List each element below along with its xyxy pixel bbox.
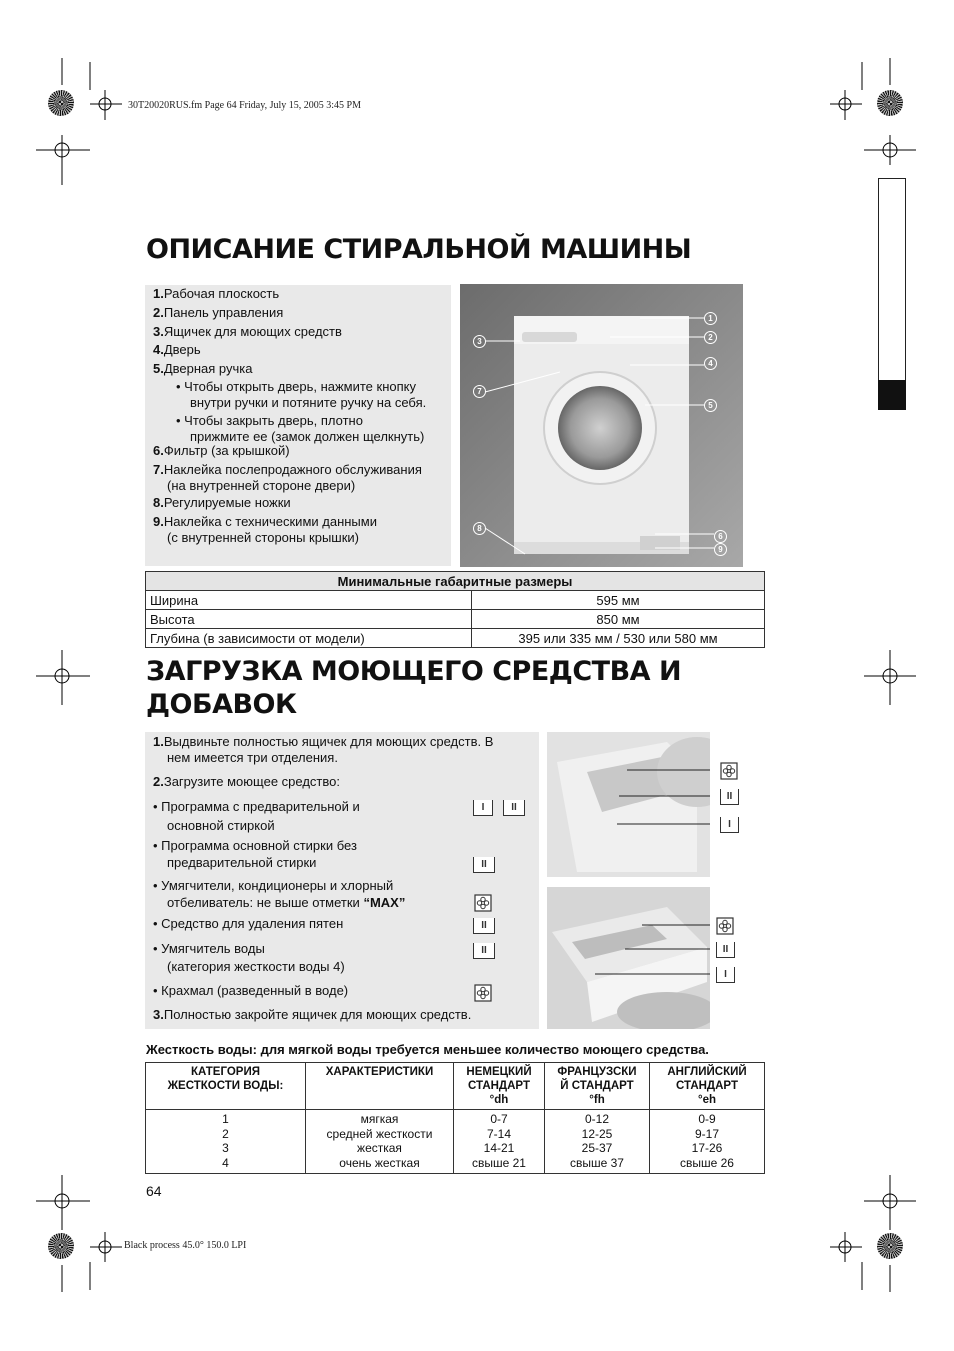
section-title-detergent: ЗАГРУЗКА МОЮЩЕГО СРЕДСТВА И ДОБАВОК [146, 656, 682, 720]
compartment-1-icon: I [716, 967, 735, 983]
drawer-photo-top [547, 732, 710, 877]
softener-compartment-icon [474, 894, 492, 912]
part-item: 6.Фильтр (за крышкой) [153, 443, 290, 458]
part-item: 2.Панель управления [153, 305, 284, 320]
bullet-stain-remover: • Средство для удаления пятен [153, 916, 344, 931]
part-item: 9.Наклейка с техническими данными (с внутренней стороны крышки) [153, 514, 377, 545]
characteristics-cell: мягкая средней жесткости жесткая очень жесткая [306, 1110, 454, 1174]
softener-compartment-icon [720, 762, 738, 780]
door-close-bullet: • Чтобы закрыть дверь, плотно прижмите ее (замок должен щелкнуть) [176, 413, 425, 444]
print-header: 30T20020RUS.fm Page 64 Friday, July 15, 2005 3:45 PM [128, 100, 361, 111]
dimensions-title: Минимальные габаритные размеры [146, 572, 765, 591]
dimensions-table [145, 571, 765, 648]
parts-list-panel [145, 285, 451, 566]
page-number: 64 [146, 1183, 162, 1199]
washing-machine-illustration [460, 284, 743, 567]
compartment-2-icon: II [503, 800, 525, 816]
compartment-1-icon: I [720, 817, 739, 833]
compartment-2-icon: II [720, 789, 739, 805]
bullet-starch: • Крахмал (разведенный в воде) [153, 983, 349, 998]
part-item: 3.Ящичек для моющих средств [153, 324, 342, 339]
washing-machine-photo [460, 284, 743, 567]
callout-2: 2 [704, 331, 717, 344]
softener-compartment-icon [716, 917, 734, 935]
german-cell: 0-7 7-14 14-21 свыше 21 [454, 1110, 545, 1174]
header-english: АНГЛИЙСКИЙ СТАНДАРТ °eh [650, 1063, 765, 1110]
english-cell: 0-9 9-17 17-26 свыше 26 [650, 1110, 765, 1174]
bullet-water-softener: • Умягчитель воды (категория жесткости воды 4) [153, 941, 345, 974]
drawer-illustration [547, 887, 710, 1029]
compartment-2-icon: II [473, 918, 495, 934]
starch-compartment-icon [474, 984, 492, 1002]
callout-3: 3 [473, 335, 486, 348]
header-category: КАТЕГОРИЯ ЖЕСТКОСТИ ВОДЫ: [146, 1063, 306, 1110]
callout-9: 9 [714, 543, 727, 556]
table-row: Глубина (в зависимости от модели) 395 или 335 мм / 530 или 580 мм [146, 629, 765, 648]
table-row: Ширина 595 мм [146, 591, 765, 610]
step-1: 1.Выдвиньте полностью ящичек для моющих средств. В нем имеется три отделения. [153, 734, 494, 765]
callout-5: 5 [704, 399, 717, 412]
water-hardness-note: Жесткость воды: для мягкой воды требуется меньшее количество моющего средства. [146, 1042, 709, 1057]
bullet-prewash: • Программа с предварительной и основной стиркой [153, 799, 360, 833]
water-hardness-table [145, 1062, 765, 1174]
callout-4: 4 [704, 357, 717, 370]
print-footer: Black process 45.0° 150.0 LPI [124, 1240, 247, 1251]
header-german: НЕМЕЦКИЙ СТАНДАРТ °dh [454, 1063, 545, 1110]
drawer-illustration [547, 732, 710, 877]
bullet-softener: • Умягчители, кондиционеры и хлорный отбеливатель: не выше отметки “MAX” [153, 878, 406, 910]
drawer-photo-bottom [547, 887, 710, 1029]
thumb-tab-frame [878, 178, 906, 410]
part-item: 7.Наклейка послепродажного обслуживания (на внутренней стороне двери) [153, 462, 422, 493]
category-cell: 1 2 3 4 [146, 1110, 306, 1174]
compartment-1-icon: I [473, 800, 493, 816]
callout-1: 1 [704, 312, 717, 325]
compartment-2-icon: II [716, 942, 735, 958]
table-header-row [146, 1063, 765, 1110]
compartment-2-icon: II [473, 943, 495, 959]
thumb-tab-marker [878, 380, 906, 410]
callout-6: 6 [714, 530, 727, 543]
door-open-bullet: • Чтобы открыть дверь, нажмите кнопку внутри ручки и потяните ручку на себя. [176, 379, 427, 410]
bullet-mainwash: • Программа основной стирки без предварительной стирки [153, 838, 357, 870]
callout-7: 7 [473, 385, 486, 398]
header-characteristics: ХАРАКТЕРИСТИКИ [306, 1063, 454, 1110]
part-item: 8.Регулируемые ножки [153, 495, 291, 510]
table-row: Высота 850 мм [146, 610, 765, 629]
section-title-description: ОПИСАНИЕ СТИРАЛЬНОЙ МАШИНЫ [146, 234, 692, 265]
callout-8: 8 [473, 522, 486, 535]
table-row [146, 1110, 765, 1174]
part-item: 1.Рабочая плоскость [153, 286, 280, 301]
step-2: 2.Загрузите моющее средство: [153, 774, 340, 789]
french-cell: 0-12 12-25 25-37 свыше 37 [545, 1110, 650, 1174]
part-item: 5.Дверная ручка [153, 361, 253, 376]
detergent-steps-panel [145, 732, 539, 1029]
step-3: 3.Полностью закройте ящичек для моющих средств. [153, 1007, 472, 1022]
compartment-2-icon: II [473, 857, 495, 873]
header-french: ФРАНЦУЗСКИ Й СТАНДАРТ °fh [545, 1063, 650, 1110]
part-item: 4.Дверь [153, 342, 201, 357]
